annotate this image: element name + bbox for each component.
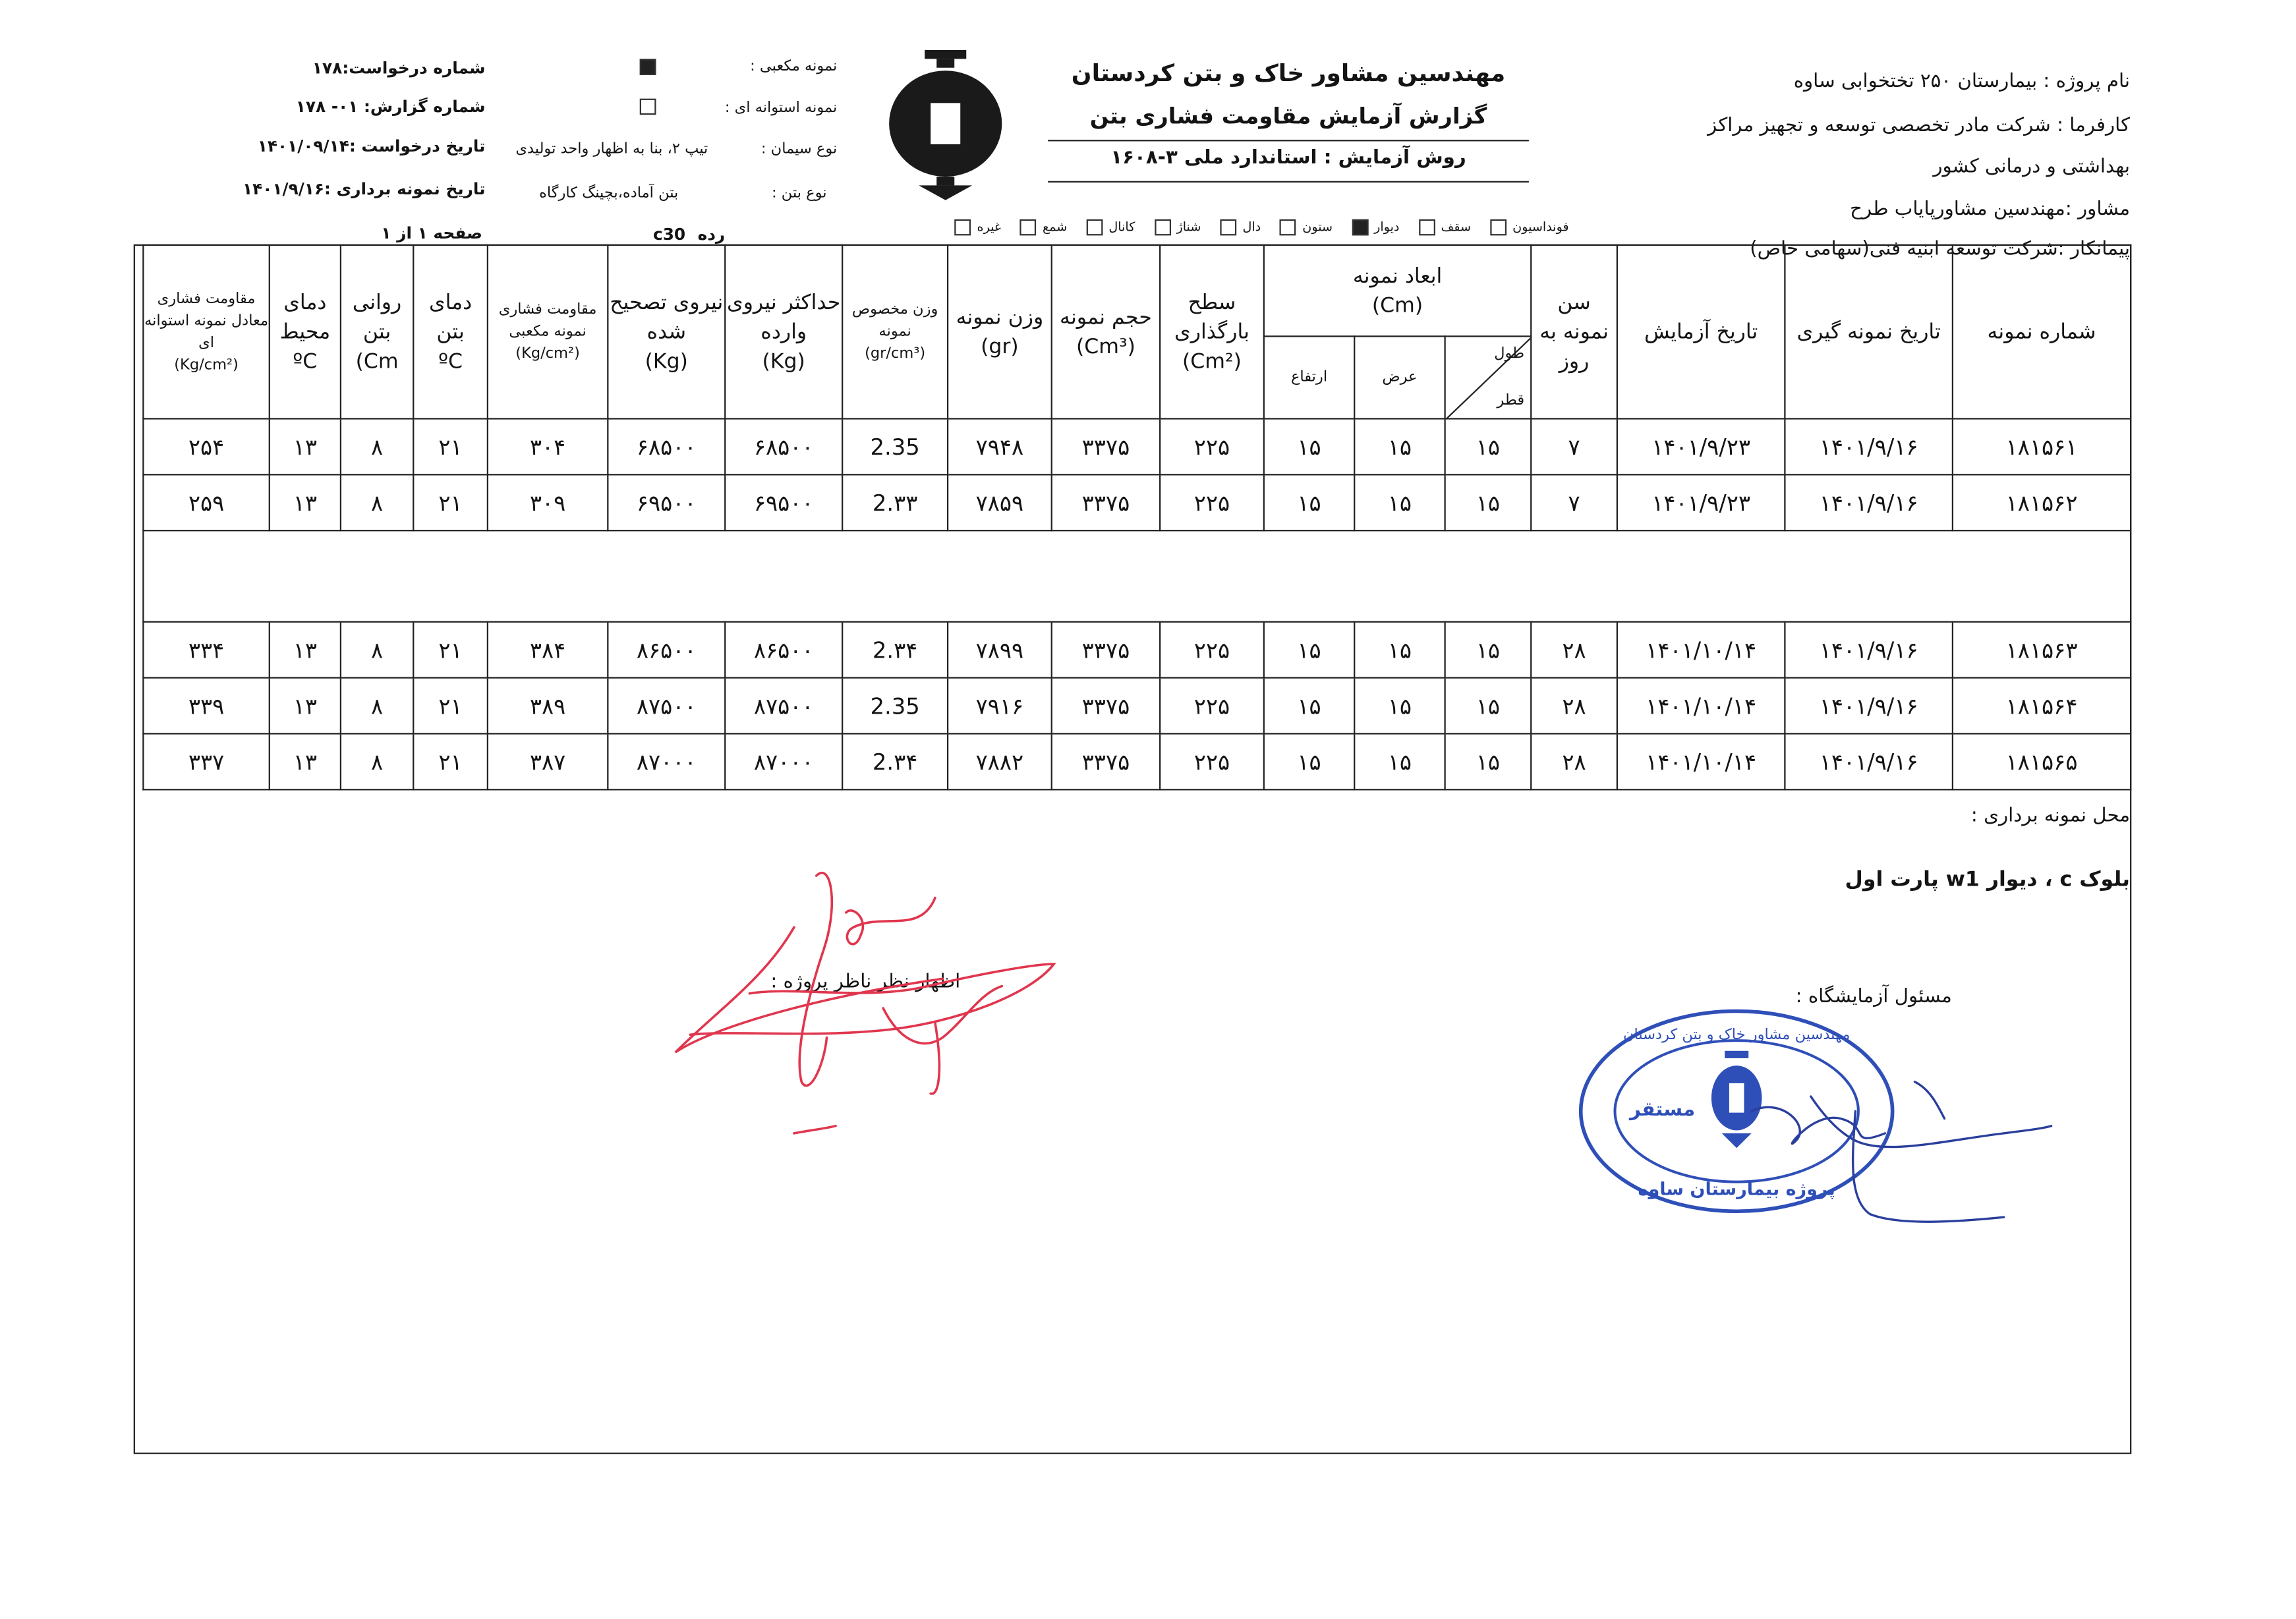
sample-no-cell: ۱۸۱۵۶۴ bbox=[1953, 678, 2131, 734]
sample-no-cell: ۱۸۱۵۶۲ bbox=[1953, 474, 2131, 530]
test-date-cell: ۱۴۰۱/۱۰/۱۴ bbox=[1617, 733, 1785, 789]
stamp-top-text: مهندسین مشاور خاک و بتن کردستان bbox=[1623, 1026, 1851, 1043]
element-type-slab-roof[interactable] bbox=[1414, 219, 1471, 236]
age-cell: ۷ bbox=[1531, 418, 1617, 474]
sample-no-cell: ۱۸۱۵۶۱ bbox=[1953, 418, 2131, 474]
test-date-cell: ۱۴۰۱/۱۰/۱۴ bbox=[1617, 678, 1785, 734]
checkbox[interactable] bbox=[1087, 219, 1103, 236]
ambient-temp-cell: ۱۳ bbox=[270, 678, 341, 734]
concrete-temp-cell: ۲۱ bbox=[413, 474, 488, 530]
area-cell: ۲۲۵ bbox=[1160, 733, 1264, 789]
stamp-middle-text: مستقر bbox=[1630, 1098, 1696, 1121]
volume-cell: ۳۳۷۵ bbox=[1052, 418, 1160, 474]
slump-cell: ۸ bbox=[341, 474, 413, 530]
element-type-column[interactable] bbox=[1276, 219, 1333, 236]
table-row bbox=[143, 733, 2131, 789]
table-row bbox=[143, 622, 2131, 678]
max-force-cell: ۶۹۵۰۰ bbox=[725, 474, 842, 530]
consultant: مشاور :مهندسین مشاورپایاب طرح bbox=[1850, 198, 2131, 221]
cube-strength-cell: ۳۸۴ bbox=[488, 622, 608, 678]
report-title: گزارش آزمایش مقاومت فشاری بتن bbox=[1089, 103, 1487, 130]
slump-cell: ۸ bbox=[341, 733, 413, 789]
cube-strength-cell: ۳۰۹ bbox=[488, 474, 608, 530]
request-number: شماره درخواست:۱۷۸ bbox=[312, 59, 486, 78]
cube-strength-cell: ۳۰۴ bbox=[488, 418, 608, 474]
cyl-equiv-cell: ۳۳۹ bbox=[143, 678, 269, 734]
area-cell: ۲۲۵ bbox=[1160, 474, 1264, 530]
cube-sample-checkbox[interactable] bbox=[640, 59, 656, 75]
checkbox[interactable] bbox=[1419, 219, 1435, 236]
stamp-bottom-text: پروژه بیمارستان ساوه bbox=[1638, 1179, 1835, 1200]
sampling-date-cell: ۱۴۰۱/۹/۱۶ bbox=[1785, 678, 1953, 734]
height-cell: ۱۵ bbox=[1264, 622, 1354, 678]
element-type-pile[interactable] bbox=[1016, 219, 1067, 236]
rows-28-day bbox=[143, 622, 2131, 790]
area-cell: ۲۲۵ bbox=[1160, 678, 1264, 734]
checkbox[interactable] bbox=[1490, 219, 1507, 236]
header-max-force: حداکثر نیروی وارده (Kg) bbox=[725, 245, 842, 419]
weight-cell: ۷۸۹۹ bbox=[948, 622, 1052, 678]
height-cell: ۱۵ bbox=[1264, 474, 1354, 530]
sampling-date-cell: ۱۴۰۱/۹/۱۶ bbox=[1785, 474, 1953, 530]
area-cell: ۲۲۵ bbox=[1160, 622, 1264, 678]
header-age: سن نمونه به روز bbox=[1531, 245, 1617, 419]
request-date: تاریخ درخواست :۱۴۰۱/۰۹/۱۴ bbox=[257, 136, 486, 156]
age-cell: ۲۸ bbox=[1531, 733, 1617, 789]
test-date-cell: ۱۴۰۱/۹/۲۳ bbox=[1617, 418, 1785, 474]
title-divider-bottom bbox=[1048, 181, 1529, 183]
sampling-date-cell: ۱۴۰۱/۹/۱۶ bbox=[1785, 418, 1953, 474]
concrete-temp-cell: ۲۱ bbox=[413, 418, 488, 474]
header-area: سطح بارگذاری (Cm²) bbox=[1160, 245, 1264, 419]
cylinder-sample-checkbox[interactable] bbox=[640, 99, 656, 115]
corrected-force-cell: ۸۶۵۰۰ bbox=[608, 622, 725, 678]
max-force-cell: ۸۷۰۰۰ bbox=[725, 733, 842, 789]
table-row bbox=[143, 474, 2131, 530]
header-concrete-temp: دمای بتن ºC bbox=[413, 245, 488, 419]
separator-row bbox=[143, 530, 2131, 621]
density-cell: 2.35 bbox=[842, 678, 948, 734]
sampling-date-cell: ۱۴۰۱/۹/۱۶ bbox=[1785, 733, 1953, 789]
age-cell: ۷ bbox=[1531, 474, 1617, 530]
supervisor-comment-label: اظهار نظر ناظر پروژه : bbox=[770, 971, 961, 994]
sample-no-cell: ۱۸۱۵۶۳ bbox=[1953, 622, 2131, 678]
table-row bbox=[143, 678, 2131, 734]
corrected-force-cell: ۶۹۵۰۰ bbox=[608, 474, 725, 530]
option-label: فونداسیون bbox=[1512, 219, 1569, 235]
max-force-cell: ۸۶۵۰۰ bbox=[725, 622, 842, 678]
option-label: کانال bbox=[1108, 219, 1135, 235]
header-volume: حجم نمونه (Cm³) bbox=[1052, 245, 1160, 419]
company-logo bbox=[886, 47, 1005, 200]
header-cyl-equiv: مقاومت فشاری معادل نمونه استوانه ای (Kg/cm²) bbox=[143, 245, 269, 419]
cyl-equiv-cell: ۲۵۴ bbox=[143, 418, 269, 474]
element-type-other[interactable] bbox=[950, 219, 1001, 236]
header-sample-no: شماره نمونه bbox=[1953, 245, 2131, 419]
title-divider bbox=[1048, 140, 1529, 141]
ambient-temp-cell: ۱۳ bbox=[270, 733, 341, 789]
header-height: ارتفاع bbox=[1264, 336, 1354, 418]
weight-cell: ۷۸۸۲ bbox=[948, 733, 1052, 789]
element-type-wall[interactable] bbox=[1348, 219, 1400, 236]
checkbox[interactable] bbox=[1352, 219, 1368, 236]
client-line1: کارفرما : شرکت مادر تخصصی توسعه و تجهیز مراکز bbox=[1708, 115, 2131, 137]
header-density: وزن مخصوص نمونه (gr/cm³) bbox=[842, 245, 948, 419]
cement-type-label: نوع سیمان : bbox=[761, 141, 838, 157]
cube-strength-cell: ۳۸۷ bbox=[488, 733, 608, 789]
volume-cell: ۳۳۷۵ bbox=[1052, 622, 1160, 678]
concrete-temp-cell: ۲۱ bbox=[413, 622, 488, 678]
ambient-temp-cell: ۱۳ bbox=[270, 418, 341, 474]
slump-cell: ۸ bbox=[341, 622, 413, 678]
slump-cell: ۸ bbox=[341, 418, 413, 474]
weight-cell: ۷۹۱۶ bbox=[948, 678, 1052, 734]
option-label: دیوار bbox=[1374, 219, 1400, 235]
table-row bbox=[143, 418, 2131, 474]
rows-7-day bbox=[143, 418, 2131, 530]
sample-no-cell: ۱۸۱۵۶۵ bbox=[1953, 733, 2131, 789]
slump-cell: ۸ bbox=[341, 678, 413, 734]
option-label: شناژ bbox=[1176, 219, 1201, 235]
max-force-cell: ۶۸۵۰۰ bbox=[725, 418, 842, 474]
weight-cell: ۷۸۵۹ bbox=[948, 474, 1052, 530]
element-type-slab[interactable] bbox=[1216, 219, 1261, 236]
max-force-cell: ۸۷۵۰۰ bbox=[725, 678, 842, 734]
sampling-location-value: بلوک c ، دیوار w1 پارت اول bbox=[1845, 868, 2131, 892]
element-type-channel[interactable] bbox=[1082, 219, 1135, 236]
width-cell: ۱۵ bbox=[1354, 418, 1445, 474]
cyl-equiv-cell: ۳۳۴ bbox=[143, 622, 269, 678]
checkbox[interactable] bbox=[955, 219, 971, 236]
sampling-date-cell: ۱۴۰۱/۹/۱۶ bbox=[1785, 622, 1953, 678]
volume-cell: ۳۳۷۵ bbox=[1052, 678, 1160, 734]
element-type-foundation[interactable] bbox=[1486, 219, 1569, 236]
sampling-location-label: محل نمونه برداری : bbox=[1970, 805, 2131, 828]
sampling-date: تاریخ نمونه برداری :۱۴۰۱/۹/۱۶ bbox=[243, 179, 486, 199]
concrete-type-label: نوع بتن : bbox=[772, 185, 827, 202]
density-cell: 2.۳۴ bbox=[842, 622, 948, 678]
header-corrected-force: نیروی تصحیح شده (Kg) bbox=[608, 245, 725, 419]
supervisor-signature bbox=[660, 846, 1068, 1141]
density-cell: 2.۳۴ bbox=[842, 733, 948, 789]
width-cell: ۱۵ bbox=[1354, 733, 1445, 789]
option-label: دال bbox=[1242, 219, 1261, 235]
project-name: نام پروژه : بیمارستان ۲۵۰ تختخوابی ساوه bbox=[1793, 71, 2131, 93]
checkbox[interactable] bbox=[1220, 219, 1237, 236]
checkbox[interactable] bbox=[1280, 219, 1297, 236]
length-cell: ۱۵ bbox=[1445, 678, 1532, 734]
area-cell: ۲۲۵ bbox=[1160, 418, 1264, 474]
checkbox[interactable] bbox=[1020, 219, 1037, 236]
report-number: شماره گزارش: ۰۱- ۱۷۸ bbox=[295, 97, 486, 117]
volume-cell: ۳۳۷۵ bbox=[1052, 733, 1160, 789]
grade-label: رده bbox=[697, 225, 726, 244]
test-method: روش آزمایش : استاندارد ملی ۳-۱۶۰۸ bbox=[1110, 147, 1466, 169]
header-slump: روانی بتن (Cm bbox=[341, 245, 413, 419]
volume-cell: ۳۳۷۵ bbox=[1052, 474, 1160, 530]
header-dimensions: ابعاد نمونه (Cm) bbox=[1264, 245, 1531, 336]
cyl-equiv-cell: ۳۳۷ bbox=[143, 733, 269, 789]
density-cell: 2.35 bbox=[842, 418, 948, 474]
ambient-temp-cell: ۱۳ bbox=[270, 622, 341, 678]
element-type-options bbox=[935, 219, 1568, 236]
option-label: ستون bbox=[1302, 219, 1333, 235]
lab-manager-signature bbox=[1707, 1052, 2063, 1243]
element-type-tie-beam[interactable] bbox=[1150, 219, 1201, 236]
concrete-temp-cell: ۲۱ bbox=[413, 733, 488, 789]
density-cell: 2.۳۳ bbox=[842, 474, 948, 530]
cement-type-value: تیپ ۲، بنا به اظهار واحد تولیدی bbox=[515, 141, 708, 157]
cyl-equiv-cell: ۲۵۹ bbox=[143, 474, 269, 530]
length-cell: ۱۵ bbox=[1445, 733, 1532, 789]
corrected-force-cell: ۶۸۵۰۰ bbox=[608, 418, 725, 474]
age-cell: ۲۸ bbox=[1531, 622, 1617, 678]
concrete-temp-cell: ۲۱ bbox=[413, 678, 488, 734]
test-date-cell: ۱۴۰۱/۱۰/۱۴ bbox=[1617, 622, 1785, 678]
ambient-temp-cell: ۱۳ bbox=[270, 474, 341, 530]
grade-value: c30 bbox=[653, 225, 686, 244]
weight-cell: ۷۹۴۸ bbox=[948, 418, 1052, 474]
cylinder-sample-label: نمونه استوانه ای : bbox=[724, 99, 838, 117]
header-cube-strength: مقاومت فشاری نمونه مکعبی (Kg/cm²) bbox=[488, 245, 608, 419]
corrected-force-cell: ۸۷۵۰۰ bbox=[608, 678, 725, 734]
cube-strength-cell: ۳۸۹ bbox=[488, 678, 608, 734]
height-cell: ۱۵ bbox=[1264, 678, 1354, 734]
header-length-diameter: طول قطر bbox=[1445, 336, 1532, 418]
age-cell: ۲۸ bbox=[1531, 678, 1617, 734]
header-test-date: تاریخ آزمایش bbox=[1617, 245, 1785, 419]
header-weight: وزن نمونه (gr) bbox=[948, 245, 1052, 419]
header-width: عرض bbox=[1354, 336, 1445, 418]
height-cell: ۱۵ bbox=[1264, 418, 1354, 474]
header-sampling-date: تاریخ نمونه گیری bbox=[1785, 245, 1953, 419]
checkbox[interactable] bbox=[1155, 219, 1171, 236]
width-cell: ۱۵ bbox=[1354, 678, 1445, 734]
concrete-type-value: بتن آماده،بچینگ کارگاه bbox=[539, 185, 679, 202]
cube-sample-label: نمونه مکعبی : bbox=[750, 59, 838, 75]
height-cell: ۱۵ bbox=[1264, 733, 1354, 789]
length-cell: ۱۵ bbox=[1445, 418, 1532, 474]
contractor: پیمانکار :شرکت توسعه ابنیه فنی(سهامی خاص) bbox=[1750, 238, 2131, 261]
option-label: غیره bbox=[977, 219, 1001, 235]
width-cell: ۱۵ bbox=[1354, 474, 1445, 530]
corrected-force-cell: ۸۷۰۰۰ bbox=[608, 733, 725, 789]
page-number: صفحه ۱ از ۱ bbox=[381, 223, 482, 243]
header-ambient-temp: دمای محیط ºC bbox=[270, 245, 341, 419]
test-date-cell: ۱۴۰۱/۹/۲۳ bbox=[1617, 474, 1785, 530]
lab-manager-label: مسئول آزمایشگاه : bbox=[1795, 986, 1952, 1009]
length-cell: ۱۵ bbox=[1445, 622, 1532, 678]
company-name: مهندسین مشاور خاک و بتن کردستان bbox=[1071, 59, 1506, 87]
width-cell: ۱۵ bbox=[1354, 622, 1445, 678]
option-label: سقف bbox=[1441, 219, 1472, 235]
length-cell: ۱۵ bbox=[1445, 474, 1532, 530]
client-line2: بهداشتی و درمانی کشور bbox=[1933, 156, 2131, 179]
option-label: شمع bbox=[1042, 219, 1068, 235]
results-table bbox=[142, 244, 2131, 791]
